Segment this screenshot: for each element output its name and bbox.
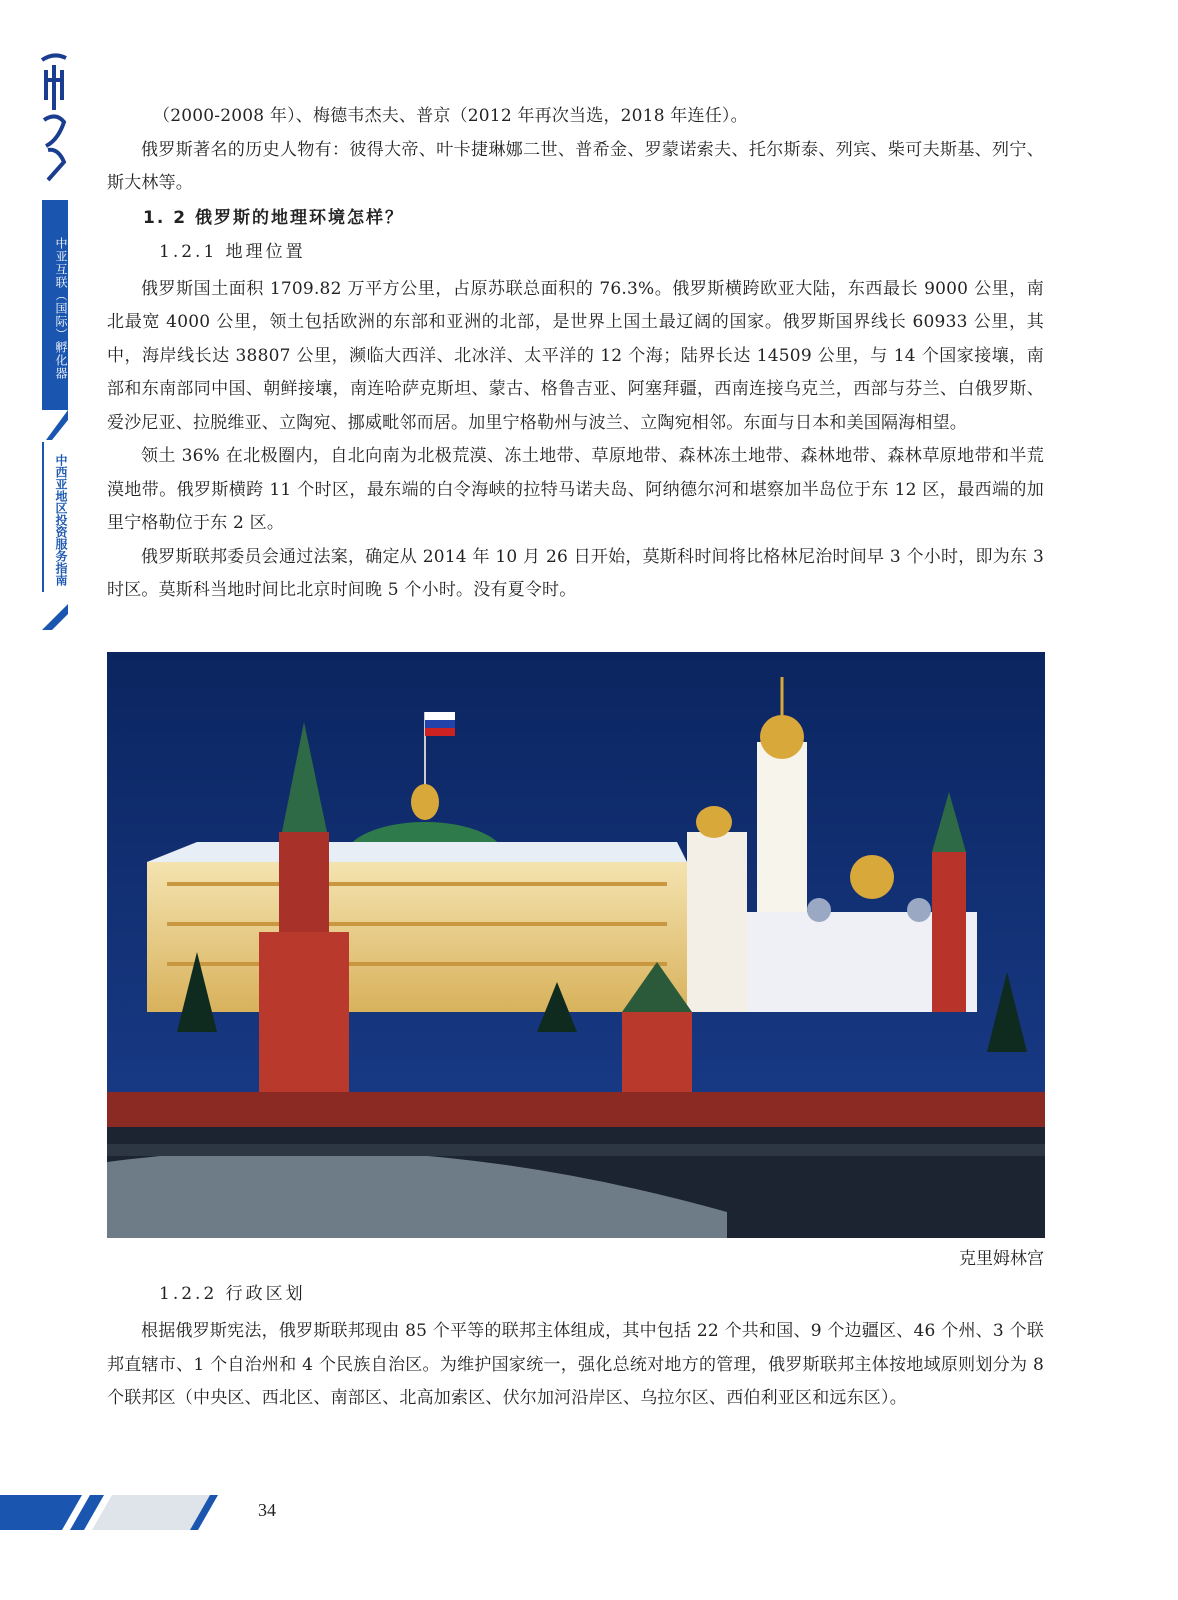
- sidebar-band-guide: 中西亚地区投资服务指南: [42, 442, 68, 592]
- belt-road-logo: [38, 35, 103, 190]
- main-content-lower: [107, 1275, 1044, 1416]
- footer-stripes-decoration: [0, 1490, 230, 1535]
- subsection-heading: 1.2.1 地理位置: [159, 241, 306, 262]
- slash-decoration: [42, 410, 68, 440]
- paragraph: （2000-2008 年）、梅德韦杰夫、普京（2012 年再次当选，2018 年连任）。: [153, 106, 748, 126]
- paragraph: 俄罗斯著名的历史人物有：彼得大帝、叶卡捷琳娜二世、普希金、罗蒙诺索夫、托尔斯泰、列宾、柴可夫斯基、列宁、斯大林等。: [107, 139, 1044, 193]
- section-heading: 1. 2 俄罗斯的地理环境怎样？: [143, 207, 404, 228]
- paragraph: 俄罗斯国土面积 1709.82 万平方公里，占原苏联总面积的 76.3%。俄罗斯横跨欧亚大陆，东西最长 9000 公里，南北最宽 4000 公里，领土包括欧洲的东部和亚洲的北部，是世界上国土最辽阔的国家。俄罗斯国界线长 60933 公里，其中，海岸线长达 38807 公里，濒临大西洋、北冰洋、太平洋的 12 个海；陆界长达 14509 公里，与 14 个国家接壤，南部和东南部同中国、朝鲜接壤，南连哈萨克斯坦、蒙古、格鲁吉亚、阿塞拜疆，西南连接乌克兰，西部与芬兰、白俄罗斯、爱沙尼亚、拉脱维亚、立陶宛、挪威毗邻而居。加里宁格勒州与波兰、立陶宛相邻。东面与日本和美国隔海相望。: [107, 278, 1044, 433]
- photo-caption: 克里姆林宫: [959, 1249, 1044, 1269]
- paragraph: 根据俄罗斯宪法，俄罗斯联邦现由 85 个平等的联邦主体组成，其中包括 22 个共和国、9 个边疆区、46 个州、3 个联邦直辖市、1 个自治州和 4 个民族自治区。为维护国家统一，强化总统对地方的管理，俄罗斯联邦主体按地域原则划分为 8 个联邦区（中央区、西北区、南部区、北高加索区、伏尔加河沿岸区、乌拉尔区、西伯利亚区和远东区）。: [107, 1321, 1044, 1408]
- slash-decoration: [42, 600, 68, 630]
- kremlin-photo: [107, 652, 1045, 1238]
- main-content: [107, 100, 1044, 608]
- paragraph: 领土 36% 在北极圈内，自北向南为北极荒漠、冻土地带、草原地带、森林冻土地带、森林地带、森林草原地带和半荒漠地带。俄罗斯横跨 11 个时区，最东端的白令海峡的拉特马诺夫岛、阿纳德尔河和堪察加半岛位于东 12 区，最西端的加里宁格勒位于东 2 区。: [107, 446, 1044, 533]
- sidebar: [38, 35, 103, 610]
- subsection-heading: 1.2.2 行政区划: [159, 1284, 306, 1304]
- paragraph: 俄罗斯联邦委员会通过法案，确定从 2014 年 10 月 26 日开始，莫斯科时间将比格林尼治时间早 3 个小时，即为东 3 时区。莫斯科当地时间比北京时间晚 5 个小时。没有夏令时。: [107, 546, 1044, 600]
- svg-text:一带一路: 一带一路: [38, 35, 103, 54]
- sidebar-band-incubator: 中亚互联（国际）孵化器: [42, 200, 68, 410]
- page-number: 34: [258, 1500, 276, 1520]
